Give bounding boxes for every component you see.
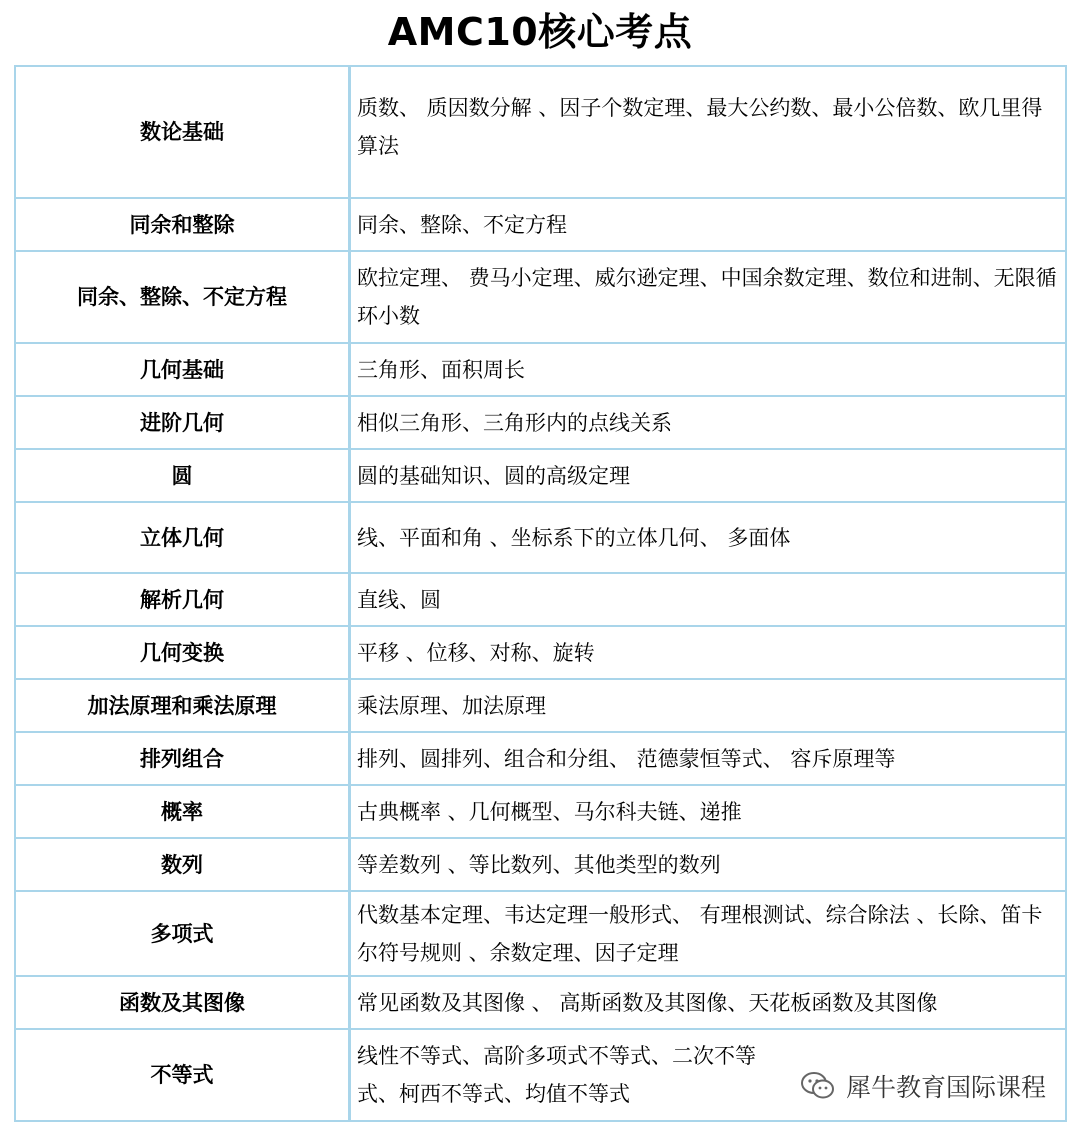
points-cell: 平移 、位移、对称、旋转 <box>350 626 1067 679</box>
points-cell: 线、平面和角 、坐标系下的立体几何、 多面体 <box>350 502 1067 573</box>
topic-cell: 不等式 <box>15 1029 350 1121</box>
topic-cell: 概率 <box>15 785 350 838</box>
table-row <box>15 785 1066 838</box>
table-row <box>15 251 1066 343</box>
points-text: 线性不等式、高阶多项式不等式、二次不等式、柯西不等式、均值不等式 <box>357 1044 756 1106</box>
points-cell <box>350 66 1067 198</box>
points-cell: 相似三角形、三角形内的点线关系 <box>350 396 1067 449</box>
points-cell: 古典概率 、几何概型、马尔科夫链、递推 <box>350 785 1067 838</box>
points-cell: 直线、圆 <box>350 573 1067 626</box>
topic-cell: 数论基础 <box>15 66 350 198</box>
points-cell: 等差数列 、等比数列、其他类型的数列 <box>350 838 1067 891</box>
table-row <box>15 396 1066 449</box>
points-cell: 代数基本定理、韦达定理一般形式、 有理根测试、综合除法 、长除、笛卡尔符号规则 、余数定理、因子定理 <box>350 891 1067 976</box>
points-cell: 排列、圆排列、组合和分组、 范德蒙恒等式、 容斥原理等 <box>350 732 1067 785</box>
table-row <box>15 976 1066 1029</box>
topic-cell: 几何基础 <box>15 343 350 396</box>
topic-cell: 多项式 <box>15 891 350 976</box>
points-cell: 圆的基础知识、圆的高级定理 <box>350 449 1067 502</box>
topics-table <box>14 65 1067 1122</box>
table-row <box>15 66 1066 198</box>
table-row <box>15 679 1066 732</box>
watermark <box>800 1066 1046 1106</box>
page-title: AMC10核心考点 <box>387 10 693 54</box>
watermark-text: 犀牛教育国际课程 <box>845 1073 1046 1102</box>
topic-cell: 进阶几何 <box>15 396 350 449</box>
topic-cell: 函数及其图像 <box>15 976 350 1029</box>
points-cell: 乘法原理、加法原理 <box>350 679 1067 732</box>
topic-cell: 同余、整除、不定方程 <box>15 251 350 343</box>
points-cell: 常见函数及其图像 、 高斯函数及其图像、天花板函数及其图像 <box>350 976 1067 1029</box>
topic-cell: 同余和整除 <box>15 198 350 251</box>
table-row <box>15 343 1066 396</box>
table-row <box>15 449 1066 502</box>
table-row <box>15 626 1066 679</box>
table-row <box>15 502 1066 573</box>
table-row <box>15 198 1066 251</box>
points-cell: 欧拉定理、 费马小定理、威尔逊定理、中国余数定理、数位和进制、无限循环小数 <box>350 251 1067 343</box>
table-row <box>15 732 1066 785</box>
points-cell: 三角形、面积周长 <box>350 343 1067 396</box>
table-row <box>15 573 1066 626</box>
table-row <box>15 891 1066 976</box>
topic-cell: 立体几何 <box>15 502 350 573</box>
topic-cell: 数列 <box>15 838 350 891</box>
wechat-icon <box>800 1071 836 1101</box>
points-cell: 同余、整除、不定方程 <box>350 198 1067 251</box>
topic-cell: 几何变换 <box>15 626 350 679</box>
topic-cell: 排列组合 <box>15 732 350 785</box>
topic-cell: 解析几何 <box>15 573 350 626</box>
points-text: 质数、 质因数分解 、因子个数定理、最大公约数、最小公倍数、欧几里得算法 <box>357 96 1043 158</box>
topic-cell: 加法原理和乘法原理 <box>15 679 350 732</box>
table-row <box>15 838 1066 891</box>
topic-cell: 圆 <box>15 449 350 502</box>
